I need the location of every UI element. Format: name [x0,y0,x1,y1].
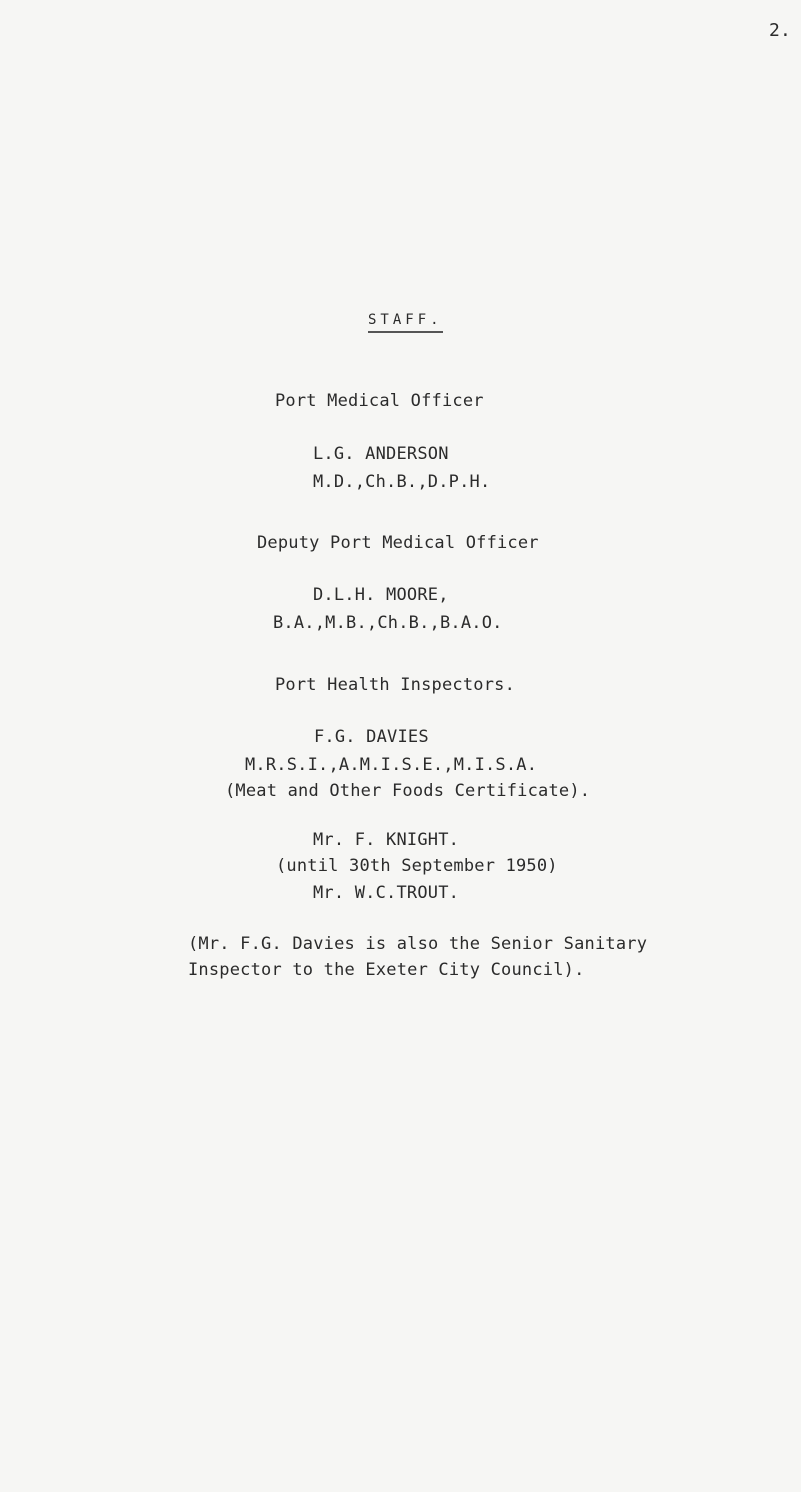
deputy-qualifications: B.A.,M.B.,Ch.B.,B.A.O. [273,613,503,633]
staff-member-trout: Mr. W.C.TROUT. [313,883,460,903]
role-deputy-port-medical-officer: Deputy Port Medical Officer [257,533,539,553]
role-port-health-inspectors: Port Health Inspectors. [275,675,516,695]
role-port-medical-officer: Port Medical Officer [275,391,484,411]
inspector-certificate: (Meat and Other Foods Certificate). [225,781,591,801]
officer-name: L.G. ANDERSON [313,444,449,464]
inspector-name: F.G. DAVIES [314,727,429,747]
staff-member-knight-note: (until 30th September 1950) [276,856,558,876]
page-number: 2. [769,20,792,41]
staff-heading: STAFF. [368,310,443,333]
inspector-qualifications: M.R.S.I.,A.M.I.S.E.,M.I.S.A. [245,755,538,775]
deputy-name: D.L.H. MOORE, [313,585,449,605]
officer-qualifications: M.D.,Ch.B.,D.P.H. [313,472,491,492]
note-line-2: Inspector to the Exeter City Council). [188,960,585,980]
staff-member-knight: Mr. F. KNIGHT. [313,830,460,850]
note-line-1: (Mr. F.G. Davies is also the Senior Sanitary [188,934,648,954]
